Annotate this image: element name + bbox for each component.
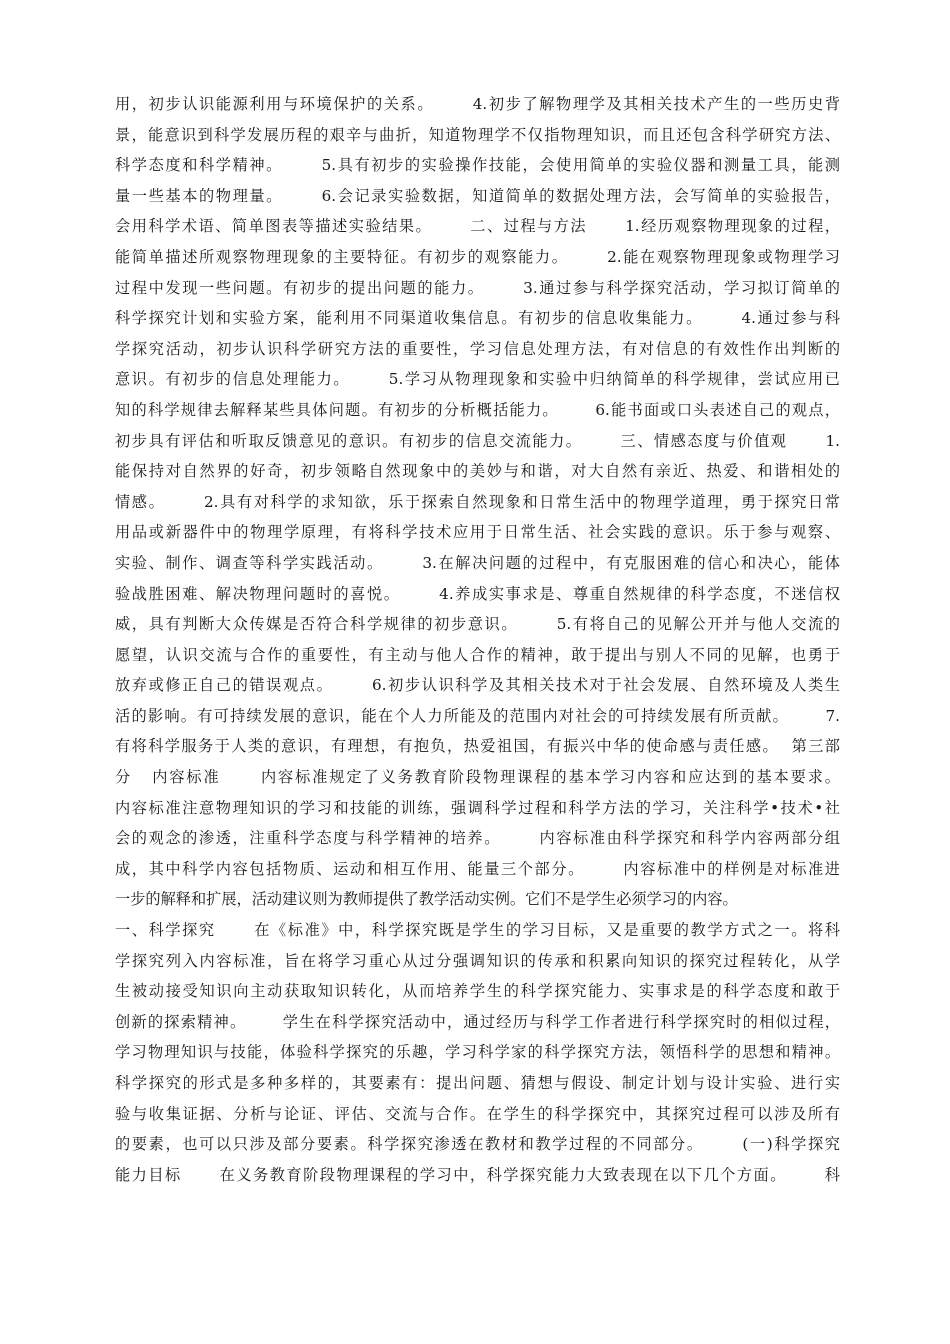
text-line: 活的影响。有可持续发展的意识，能在个人力所能及的范围内对社会的可持续发展有所贡献。 7. — [115, 706, 840, 725]
text-line: 科学探究计划和实验方案，能利用不同渠道收集信息。有初步的信息收集能力。 4.通过参与科 — [115, 309, 840, 328]
text-line: 情感。 2.具有对科学的求知欲，乐于探索自然现象和日常生活中的物理学道理，勇于探究日常 — [115, 492, 840, 511]
text-line: 过程中发现一些问题。有初步的提出问题的能力。 3.通过参与科学探究活动，学习拟订简单的 — [115, 278, 840, 297]
text-line: 学探究列入内容标准，旨在将学习重心从过分强调知识的传承和积累向知识的探究过程转化，从学 — [115, 951, 840, 970]
text-line: 能力目标 在义务教育阶段物理课程的学习中，科学探究能力大致表现在以下几个方面。 科 — [115, 1165, 840, 1184]
text-line: 创新的探索精神。 学生在科学探究活动中，通过经历与科学工作者进行科学探究时的相似过程， — [115, 1012, 840, 1031]
text-line: 生被动接受知识向主动获取知识转化，从而培养学生的科学探究能力、实事求是的科学态度和敢于 — [115, 982, 840, 1001]
body-text — [115, 89, 840, 1190]
text-line: 量一些基本的物理量。 6.会记录实验数据，知道简单的数据处理方法，会写简单的实验报告， — [115, 186, 840, 205]
text-line: 会用科学术语、简单图表等描述实验结果。 二、过程与方法 1.经历观察物理现象的过程， — [115, 217, 840, 236]
text-line: 意识。有初步的信息处理能力。 5.学习从物理现象和实验中归纳简单的科学规律，尝试应用已 — [115, 370, 840, 389]
text-line: 实验、制作、调查等科学实践活动。 3.在解决问题的过程中，有克服困难的信心和决心，能体 — [115, 553, 840, 572]
text-line: 愿望，认识交流与合作的重要性，有主动与他人合作的精神，敢于提出与别人不同的见解，也勇于 — [115, 645, 840, 664]
text-line: 用品或新器件中的物理学原理，有将科学技术应用于日常生活、社会实践的意识。乐于参与观察、 — [115, 523, 840, 542]
text-line: 会的观念的渗透，注重科学态度与科学精神的培养。 内容标准由科学探究和科学内容两部分组 — [115, 829, 840, 848]
text-line: 用，初步认识能源利用与环境保护的关系。 4.初步了解物理学及其相关技术产生的一些历史背 — [115, 95, 840, 113]
text-line: 初步具有评估和听取反馈意见的意识。有初步的信息交流能力。 三、情感态度与价值观 1. — [115, 431, 840, 450]
text-line: 有将科学服务于人类的意识，有理想，有抱负，热爱祖国，有振兴中华的使命感与责任感。 第三部 — [115, 737, 840, 756]
text-line: 内容标准注意物理知识的学习和技能的训练，强调科学过程和科学方法的学习，关注科学•技术•社 — [115, 798, 840, 817]
text-line: 验与收集证据、分析与论证、评估、交流与合作。在学生的科学探究中，其探究过程可以涉及所有 — [115, 1104, 840, 1123]
text-line: 成，其中科学内容包括物质、运动和相互作用、能量三个部分。 内容标准中的样例是对标准进 — [115, 859, 840, 878]
text-line: 威，具有判断大众传媒是否符合科学规律的初步意识。 5.有将自己的见解公开并与他人交流的 — [115, 615, 840, 634]
text-line: 的要素，也可以只涉及部分要素。科学探究渗透在教材和教学过程的不同部分。 (一)科学探究 — [115, 1135, 840, 1154]
text-line: 能简单描述所观察物理现象的主要特征。有初步的观察能力。 2.能在观察物理现象或物理学习 — [115, 247, 840, 266]
text-line: 能保持对自然界的好奇，初步领略自然现象中的美妙与和谐，对大自然有亲近、热爱、和谐相处的 — [115, 462, 840, 481]
text-line: 验战胜困难、解决物理问题时的喜悦。 4.养成实事求是、尊重自然规律的科学态度，不迷信权 — [115, 584, 840, 603]
text-line: 放弃或修正自己的错误观点。 6.初步认识科学及其相关技术对于社会发展、自然环境及人类生 — [115, 676, 840, 695]
text-line: 科学探究的形式是多种多样的，其要素有：提出问题、猜想与假设、制定计划与设计实验、进行实 — [115, 1074, 840, 1092]
text-line: 一、科学探究 在《标准》中，科学探究既是学生的学习目标，又是重要的教学方式之一。将科 — [115, 921, 840, 940]
text-line: 分 内容标准 内容标准规定了义务教育阶段物理课程的基本学习内容和应达到的基本要求。 — [115, 768, 840, 787]
text-line: 知的科学规律去解释某些具体问题。有初步的分析概括能力。 6.能书面或口头表述自己的观点， — [115, 400, 840, 419]
text-line: 景，能意识到科学发展历程的艰辛与曲折，知道物理学不仅指物理知识，而且还包含科学研究方法、 — [115, 125, 840, 144]
text-line: 科学态度和科学精神。 5.具有初步的实验操作技能，会使用简单的实验仪器和测量工具，能测 — [115, 156, 840, 175]
text-line: 学习物理知识与技能，体验科学探究的乐趣，学习科学家的科学探究方法，领悟科学的思想和精神。 — [115, 1043, 840, 1062]
text-line: 一步的解释和扩展，活动建议则为教师提供了教学活动实例。它们不是学生必须学习的内容。 — [115, 890, 738, 909]
text-line: 学探究活动，初步认识科学研究方法的重要性，学习信息处理方法，有对信息的有效性作出判断的 — [115, 339, 840, 358]
